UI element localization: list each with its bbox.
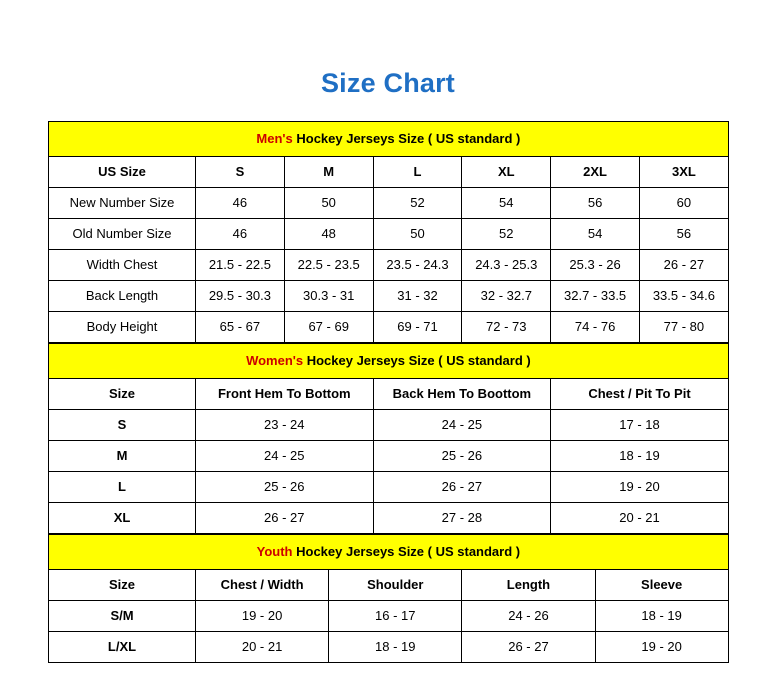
table-cell: 69 - 71 bbox=[373, 312, 462, 343]
table-cell: 50 bbox=[284, 188, 373, 219]
table-cell: 25 - 26 bbox=[373, 441, 551, 472]
table-cell: 24 - 25 bbox=[373, 410, 551, 441]
column-header: Size bbox=[49, 379, 196, 410]
page-title: Size Chart bbox=[320, 68, 456, 98]
table-cell: 23.5 - 24.3 bbox=[373, 250, 462, 281]
column-header: 2XL bbox=[551, 157, 640, 188]
column-header: XL bbox=[462, 157, 551, 188]
youth-section-header bbox=[49, 535, 729, 570]
table-row bbox=[49, 410, 729, 441]
table-section-header-row bbox=[49, 122, 729, 157]
table-cell: 74 - 76 bbox=[551, 312, 640, 343]
table-cell: 60 bbox=[639, 188, 728, 219]
table-header-row bbox=[49, 379, 729, 410]
womens-section-header bbox=[49, 344, 729, 379]
table-cell: 31 - 32 bbox=[373, 281, 462, 312]
table-row bbox=[49, 472, 729, 503]
table-cell: 52 bbox=[462, 219, 551, 250]
table-cell: 67 - 69 bbox=[284, 312, 373, 343]
table-cell: 30.3 - 31 bbox=[284, 281, 373, 312]
table-cell: 18 - 19 bbox=[551, 441, 729, 472]
table-cell: 17 - 18 bbox=[551, 410, 729, 441]
table-cell: 22.5 - 23.5 bbox=[284, 250, 373, 281]
table-row bbox=[49, 503, 729, 534]
mens-size-table bbox=[48, 121, 729, 343]
table-cell: 19 - 20 bbox=[595, 632, 728, 663]
table-cell: 56 bbox=[639, 219, 728, 250]
column-header: Shoulder bbox=[329, 570, 462, 601]
mens-section-header-rest: Hockey Jerseys Size ( US standard ) bbox=[292, 130, 521, 146]
table-row bbox=[49, 632, 729, 663]
youth-section-header-rest: Hockey Jerseys Size ( US standard ) bbox=[292, 543, 521, 559]
table-cell: 26 - 27 bbox=[196, 503, 374, 534]
table-row bbox=[49, 219, 729, 250]
table-cell: 18 - 19 bbox=[329, 632, 462, 663]
row-label: L/XL bbox=[49, 632, 196, 663]
table-row bbox=[49, 281, 729, 312]
table-row bbox=[49, 188, 729, 219]
row-label: L bbox=[49, 472, 196, 503]
column-header: Chest / Pit To Pit bbox=[551, 379, 729, 410]
mens-section-header bbox=[49, 122, 729, 157]
table-cell: 27 - 28 bbox=[373, 503, 551, 534]
column-header: US Size bbox=[49, 157, 196, 188]
column-header: 3XL bbox=[639, 157, 728, 188]
table-cell: 72 - 73 bbox=[462, 312, 551, 343]
column-header: S bbox=[196, 157, 285, 188]
table-cell: 25 - 26 bbox=[196, 472, 374, 503]
row-label: S bbox=[49, 410, 196, 441]
column-header: L bbox=[373, 157, 462, 188]
table-cell: 54 bbox=[462, 188, 551, 219]
table-cell: 29.5 - 30.3 bbox=[196, 281, 285, 312]
row-label: Back Length bbox=[49, 281, 196, 312]
column-header: Chest / Width bbox=[196, 570, 329, 601]
table-cell: 21.5 - 22.5 bbox=[196, 250, 285, 281]
table-cell: 46 bbox=[196, 188, 285, 219]
youth-section-header-accent: Youth bbox=[256, 543, 293, 559]
table-row bbox=[49, 250, 729, 281]
table-cell: 33.5 - 34.6 bbox=[639, 281, 728, 312]
womens-size-table bbox=[48, 343, 729, 534]
row-label: XL bbox=[49, 503, 196, 534]
youth-size-table bbox=[48, 534, 729, 663]
table-cell: 50 bbox=[373, 219, 462, 250]
column-header: Size bbox=[49, 570, 196, 601]
table-cell: 56 bbox=[551, 188, 640, 219]
column-header: Front Hem To Bottom bbox=[196, 379, 374, 410]
table-cell: 32.7 - 33.5 bbox=[551, 281, 640, 312]
column-header: Sleeve bbox=[595, 570, 728, 601]
column-header: M bbox=[284, 157, 373, 188]
table-cell: 26 - 27 bbox=[373, 472, 551, 503]
table-header-row bbox=[49, 157, 729, 188]
table-cell: 19 - 20 bbox=[196, 601, 329, 632]
table-cell: 18 - 19 bbox=[595, 601, 728, 632]
table-cell: 26 - 27 bbox=[462, 632, 595, 663]
table-row bbox=[49, 601, 729, 632]
table-cell: 26 - 27 bbox=[639, 250, 728, 281]
table-cell: 24 - 25 bbox=[196, 441, 374, 472]
column-header: Back Hem To Boottom bbox=[373, 379, 551, 410]
table-cell: 16 - 17 bbox=[329, 601, 462, 632]
table-cell: 25.3 - 26 bbox=[551, 250, 640, 281]
table-cell: 77 - 80 bbox=[639, 312, 728, 343]
size-chart-tables bbox=[48, 121, 728, 663]
row-label: New Number Size bbox=[49, 188, 196, 219]
table-cell: 54 bbox=[551, 219, 640, 250]
row-label: Width Chest bbox=[49, 250, 196, 281]
table-cell: 24 - 26 bbox=[462, 601, 595, 632]
row-label: S/M bbox=[49, 601, 196, 632]
table-row bbox=[49, 312, 729, 343]
column-header: Length bbox=[462, 570, 595, 601]
table-cell: 32 - 32.7 bbox=[462, 281, 551, 312]
row-label: Old Number Size bbox=[49, 219, 196, 250]
table-cell: 20 - 21 bbox=[551, 503, 729, 534]
table-row bbox=[49, 441, 729, 472]
row-label: M bbox=[49, 441, 196, 472]
table-header-row bbox=[49, 570, 729, 601]
table-cell: 65 - 67 bbox=[196, 312, 285, 343]
table-section-header-row bbox=[49, 535, 729, 570]
table-cell: 52 bbox=[373, 188, 462, 219]
table-cell: 46 bbox=[196, 219, 285, 250]
table-cell: 20 - 21 bbox=[196, 632, 329, 663]
table-cell: 23 - 24 bbox=[196, 410, 374, 441]
womens-section-header-rest: Hockey Jerseys Size ( US standard ) bbox=[303, 352, 531, 368]
row-label: Body Height bbox=[49, 312, 196, 343]
table-cell: 48 bbox=[284, 219, 373, 250]
womens-section-header-accent: Women's bbox=[246, 352, 304, 368]
table-cell: 24.3 - 25.3 bbox=[462, 250, 551, 281]
table-cell: 19 - 20 bbox=[551, 472, 729, 503]
table-section-header-row bbox=[49, 344, 729, 379]
mens-section-header-accent: Men's bbox=[256, 130, 293, 146]
